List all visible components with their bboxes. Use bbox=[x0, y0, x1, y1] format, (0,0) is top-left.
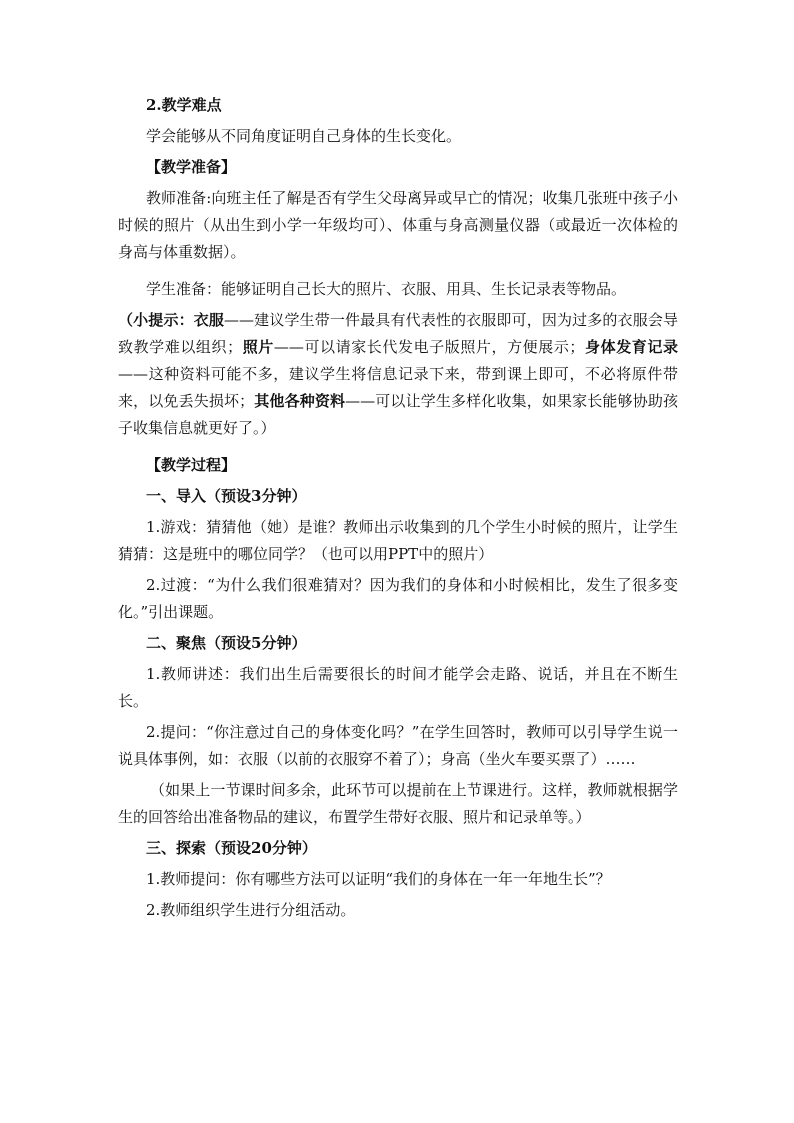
teacher-preparation: 教师准备:向班主任了解是否有学生父母离异或早亡的情况；收集几张班中孩子小时候的照片（从出生到小学一年级均可）、体重与身高测量仪器（或最近一次体检的身高与体重数据）。 bbox=[118, 189, 678, 261]
section-explore-title: 三、探索（预设20分钟） bbox=[146, 839, 317, 857]
tip-keyword-photos: 照片 bbox=[242, 338, 274, 356]
student-preparation: 学生准备：能够证明自己长大的照片、衣服、用具、生长记录表等物品。 bbox=[146, 280, 627, 298]
section-focus-item-2: 2.提问：“你注意过自己的身体变化吗？”在学生回答时，教师可以引导学生说一说具体事例，如：衣服（以前的衣服穿不着了）；身高（坐火车要买票了）…… bbox=[118, 723, 678, 768]
tip-keyword-clothes: 衣服 bbox=[193, 311, 225, 329]
tip-label: 小提示： bbox=[133, 311, 194, 329]
section-focus-note: （如果上一节课时间多余，此环节可以提前在上节课进行。这样，教师就根据学生的回答给出准备物品的建议，布置学生带好衣服、照片和记录单等。） bbox=[118, 781, 678, 826]
preparation-heading: 【教学准备】 bbox=[146, 158, 237, 176]
section-explore-item-1: 1.教师提问：你有哪些方法可以证明“我们的身体在一年一年地生长”？ bbox=[146, 870, 611, 888]
tip-text-photos: ——可以请家长代发电子版照片，方便展示； bbox=[273, 338, 585, 356]
difficulty-text: 学会能够从不同角度证明自己身体的生长变化。 bbox=[146, 127, 462, 145]
section-focus-item-1: 1.教师讲述：我们出生后需要很长的时间才能学会走路、说话，并且在不断生长。 bbox=[118, 665, 678, 710]
tip-text-clothes: ——建议学生带一件最具有代表性的衣服即可，因为过多的衣服会导致教学难以组织； bbox=[118, 311, 678, 356]
tip-text-other: ——可以让学生多样化收集，如果家长能够协助孩子收集信息就更好了。） bbox=[118, 392, 678, 437]
section-explore-item-2: 2.教师组织学生进行分组活动。 bbox=[146, 901, 356, 919]
tip-keyword-other: 其他各种资料 bbox=[254, 392, 346, 410]
preparation-tip bbox=[118, 307, 678, 442]
tip-keyword-records: 身体发育记录 bbox=[584, 338, 678, 356]
difficulty-heading: 2.教学难点 bbox=[146, 96, 222, 114]
section-focus-title: 二、聚焦（预设5分钟） bbox=[146, 634, 307, 652]
process-heading: 【教学过程】 bbox=[146, 456, 237, 474]
section-intro-item-1: 1.游戏：猜猜他（她）是谁？教师出示收集到的几个学生小时候的照片，让学生猜猜：这是班中的哪位同学？（也可以用PPT中的照片） bbox=[118, 518, 678, 563]
document-page bbox=[118, 92, 678, 924]
section-intro-title: 一、导入（预设3分钟） bbox=[146, 487, 307, 505]
section-intro-item-2: 2.过渡：“为什么我们很难猜对？因为我们的身体和小时候相比，发生了很多变化。”引出课题。 bbox=[118, 576, 678, 621]
tip-text-records: ——这种资料可能不多，建议学生将信息记录下来，带到课上即可，不必将原件带来，以免丢失损坏； bbox=[118, 365, 678, 410]
tip-open: （ bbox=[118, 311, 134, 329]
